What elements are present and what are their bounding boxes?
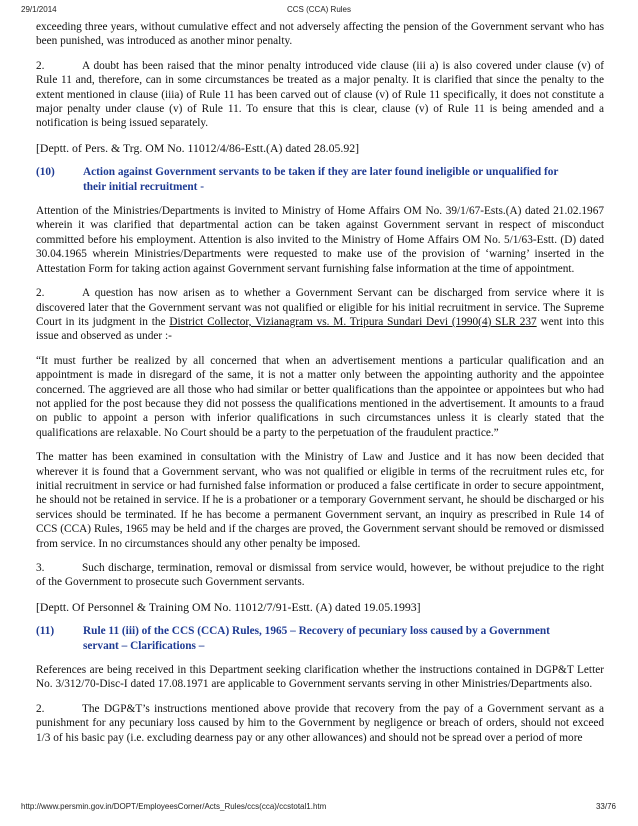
paragraph-number: 2. [36, 59, 45, 72]
court-quote: “It must further be realized by all concerned that when an advertisement mentions a particular qualification and an appointment is made in disregard of the same, it is not a matter only between the appointing authority and the appointee concerned. The aggrieved are all those who had similar or better qualifications than the appointee or appointees but who had not applied for the post because they did not possess the qualifications mentioned in the advertisement. It amounts to a fraud on public to appoint a person with inferior qualifications in such circumstances unless it is clearly stated that the qualifications are relaxable. No Court should be a party to the perpetuation of the fraudulent practice.” [36, 354, 604, 439]
section-title-cont: servant – Clarifications – [83, 639, 205, 652]
reference-citation: [Deptt. of Pers. & Trg. OM No. 11012/4/86-Estt.(A) dated 28.05.92] [36, 140, 360, 155]
paragraph [36, 561, 604, 590]
section-title: Action against Government servants to be taken if they are later found ineligible or unqualified for [83, 166, 559, 179]
paragraph-text: The DGP&T’s instructions mentioned above provide that recovery from the pay of a Government servant as a punishment for any pecuniary loss caused by him to the Government by negligence or breach of orders, should not exceed 1/3 of his basic pay (i.e. excluding dearness pay or any other allowances) and should not be spread over a period of more [36, 702, 604, 744]
page-footer [0, 802, 638, 814]
paragraph-text: went into this issue and observed as under :- [36, 315, 604, 343]
source-url: http://www.persmin.gov.in/DOPT/EmployeesCorner/Acts_Rules/ccs(cca)/ccstotal1.htm [21, 802, 327, 811]
paragraph [36, 286, 604, 344]
paragraph-text: Such discharge, termination, removal or dismissal from service would, however, be without prejudice to the right of the Government to prosecute such Government servants. [36, 562, 604, 589]
section-heading-11 [36, 624, 604, 653]
paragraph-number: 2. [36, 702, 45, 715]
page-header [0, 5, 638, 17]
page-number: 33/76 [595, 802, 616, 811]
reference-citation: [Deptt. Of Personnel & Training OM No. 11012/7/91-Estt. (A) dated 19.05.1993] [36, 599, 421, 614]
paragraph [36, 702, 604, 745]
paragraph [36, 59, 604, 131]
section-title: Rule 11 (iii) of the CCS (CCA) Rules, 1965 – Recovery of pecuniary loss caused by a Government [83, 625, 550, 638]
section-number: (10) [36, 166, 55, 179]
section-heading-10 [36, 165, 604, 194]
paragraph: Attention of the Ministries/Departments is invited to Ministry of Home Affairs OM No. 39/1/67-Ests.(A) dated 21.02.1967 wherein it was clarified that departmental action can be taken against Government servant in respect of misconduct committed before his employment. Attention is also invited to the Ministry of Home Affairs OM No. 5/1/63-Estt. (D) dated 30.04.1965 wherein Ministries/Departments were requested to make use of the provision of ‘warning’ inserted in the Attestation Form for taking action against Government servant furnishing false information at the time of appointment. [36, 205, 604, 275]
paragraph: References are being received in this Department seeking clarification whether the instructions contained in DGP&T Letter No. 3/312/70-Disc-I dated 17.08.1971 are applicable to Government servants serving in other Ministries/Departments also. [36, 664, 604, 691]
paragraph-text: A doubt has been raised that the minor penalty introduced vide clause (iii a) is also covered under clause (v) of Rule 11 and, therefore, can in some circumstances be treated as a major penalty. It is clarified that since the penalty to the extent mentioned in clause (iiia) of Rule 11 has been carved out of clause (v) of Rule 11 specifically, it does not constitute a major penalty under clause (v) of Rule 11. To ensure that this is clear, clause (v) of Rule 11 is being amended and a notification is being issued separately. [36, 59, 604, 130]
case-citation: District Collector, Vizianagram vs. M. Tripura Sundari Devi (1990(4) SLR 237 [169, 315, 537, 328]
section-title-cont: their initial recruitment - [83, 180, 204, 193]
paragraph-text: A question has now arisen as to whether a Government Servant can be discharged from service where it is discovered later that the Government servant was not qualified or eligible for his initial recruitment in service. The Supreme Court in its judgment in the [36, 287, 604, 328]
paragraph: The matter has been examined in consultation with the Ministry of Law and Justice and it has now been decided that wherever it is found that a Government servant, who was not qualified or eligible in terms of the recruitment rules etc, for initial recruitment in service or had furnished false information or produced a false certificate in order to secure appointment, he should not be retained in service. If he is a probationer or a temporary Government servant, he should be discharged or his services should be terminated. If he has become a permanent Government servant, an inquiry as prescribed in Rule 14 of CCS (CCA) Rules, 1965 may be held and if the charges are proved, the Government servant should be removed or dismissed from service. In no circumstances should any other penalty be imposed. [36, 451, 604, 550]
print-date: 29/1/2014 [21, 5, 57, 14]
section-number: (11) [36, 625, 55, 638]
paragraph-number: 3. [36, 562, 45, 574]
page-title: CCS (CCA) Rules [286, 5, 351, 14]
paragraph-number: 2. [36, 287, 45, 300]
document-body [36, 20, 604, 755]
paragraph: exceeding three years, without cumulative effect and not adversely affecting the pension of the Government servant who has been punished, was introduced as another minor penalty. [36, 21, 604, 48]
